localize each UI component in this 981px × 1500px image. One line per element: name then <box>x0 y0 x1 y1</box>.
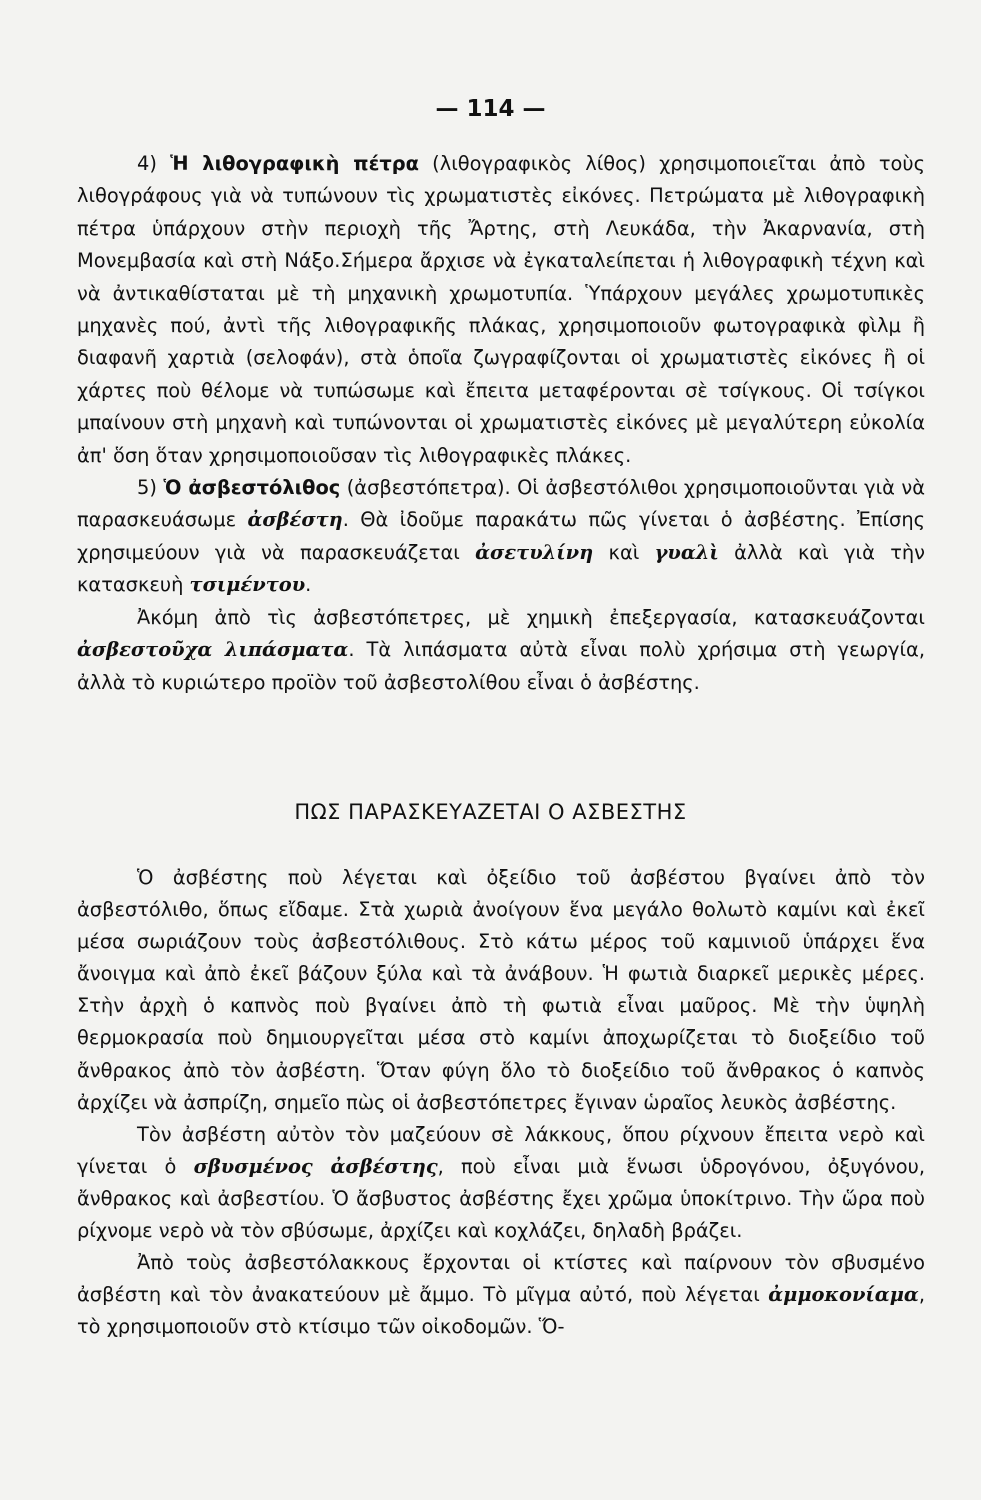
paragraph-text: . Τὰ λιπάσματα αὐτὰ εἶναι πολὺ χρήσιμα στὴ γεωργία, ἀλλὰ τὸ κυριώτερο προϊὸν τοῦ ἀσβεστολίθου εἶναι ὁ ἀσβέστης. <box>77 638 925 694</box>
term-limestone: Ὁ ἀσβεστόλιθος <box>163 476 341 500</box>
item-number: 4) <box>137 152 171 175</box>
paragraph-kiln: Ὁ ἀσβέστης ποὺ λέγεται καὶ ὀξείδιο τοῦ ἀσβέστου βγαίνει ἀπὸ τὸν ἀσβεστόλιθο, ὅπως εἴδαμε. Στὰ χωριὰ ἀνοίγουν ἕνα μεγάλο θολωτὸ καμίνι καὶ ἐκεῖ μέσα σωριάζουν τοὺς ἀσβεστόλιθους. Στὸ κάτω μέρος τοῦ καμινιοῦ ὑπάρχει ἕνα ἄνοιγμα καὶ ἀπὸ ἐκεῖ βάζουν ξύλα καὶ τὰ ἀνάβουν. Ἡ φωτιὰ διαρκεῖ μερικὲς μέρες. Στὴν ἀρχὴ ὁ καπνὸς ποὺ βγαίνει ἀπὸ τὴ φωτιὰ εἶναι μαῦρος. Μὲ τὴν ὑψηλὴ θερμοκρασία ποὺ δημιουργεῖται μέσα στὸ καμίνι ἀποχωρίζεται τὸ διοξείδιο τοῦ ἄνθρακος ἀπὸ τὸν ἀσβέστη. Ὅταν φύγη ὅλο τὸ διοξείδιο τοῦ ἄνθρακος ὁ καπνὸς ἀρχίζει νὰ ἀσπρίζη, σημεῖο πὼς οἱ ἀσβεστόπετρες ἔγιναν ὡραῖος λευκὸς ἀσβέστης. <box>77 866 925 1114</box>
section-heading: ΠΩΣ ΠΑΡΑΣΚΕΥΑΖΕΤΑΙ Ο ΑΣΒΕΣΤΗΣ <box>294 800 687 824</box>
paragraph-limestone <box>77 472 925 602</box>
paragraph-text: Ἀπὸ τοὺς ἀσβεστόλακκους ἔρχονται οἱ κτίστες καὶ παίρνουν τὸν σβυσμένο ἀσβέστη καὶ τὸν ἀνακατεύουν μὲ ἄμμο. Τὸ μῖγμα αὐτό, ποὺ λέγεται <box>77 1251 925 1307</box>
term-glass: γυαλὶ <box>654 540 719 564</box>
term-cement: τσιμέντου <box>189 573 306 597</box>
term-lime: ἀσβέστη <box>247 508 343 532</box>
page-number: — 114 — <box>435 96 546 122</box>
paragraph-text: καὶ <box>593 540 655 564</box>
paragraph-text: . <box>305 573 312 597</box>
item-number: 5) <box>137 476 164 500</box>
term-lime-fertilizers: ἀσβεστοῦχα λιπάσματα <box>77 638 349 662</box>
paragraph-text: (λιθογραφικὸς λίθος) χρησιμοποιεῖται ἀπὸ τοὺς λιθογράφους γιὰ νὰ τυπώνουν τὶς χρωματιστὲς εἰκόνες. Πετρώματα μὲ λιθογραφικὴ πέτρα ὑπάρχουν στὴν περιοχὴ τῆς Ἄρτης, στὴ Λευκάδα, τὴν Ἀκαρνανία, στὴ Μονεμβασία καὶ στὴ Νάξο.Σήμερα ἄρχισε νὰ ἐγκαταλείπεται ἡ λιθογραφικὴ τέχνη καὶ νὰ ἀντικαθίσταται μὲ τὴ μηχανικὴ χρωμοτυπία. Ὑπάρχουν μεγάλες χρωμοτυπικὲς μηχανὲς πού, ἀντὶ τῆς λιθογραφικῆς πλάκας, χρησιμοποιοῦν φωτογραφικὰ φὶλμ ἢ διαφανῆ χαρτιὰ (σελοφάν), στὰ ὁποῖα ζωγραφίζονται οἱ χρωματιστὲς εἰκόνες ἢ οἱ χάρτες ποὺ θέλομε νὰ τυπώσωμε καὶ ἔπειτα μεταφέρονται σὲ τσίγκους. Οἱ τσίγκοι μπαίνουν στὴ μηχανὴ καὶ τυπώνονται οἱ χρωματιστὲς εἰκόνες μὲ μεγαλύτερη εὐκολία ἀπ' ὅση ὅταν χρησιμοποιοῦσαν τὶς λιθογραφικὲς πλάκες. <box>77 152 925 467</box>
term-acetylene: ἀσετυλίνη <box>475 540 594 564</box>
paragraph-text: (ἀσβεστόπετρα). Οἱ ἀσβεστόλιθοι χρησιμοποιοῦνται γιὰ νὰ παρασκευάσωμε <box>77 476 925 532</box>
paragraph-text: ἀλλὰ καὶ γιὰ τὴν κατασκευὴ <box>77 540 925 597</box>
paragraph-text: Ἀκόμη ἀπὸ τὶς ἀσβεστόπετρες, μὲ χημικὴ ἐπεξεργασία, κατασκευάζονται <box>137 605 925 629</box>
term-slaked-lime: σβυσμένος ἀσβέστης <box>193 1154 438 1178</box>
paragraph-lithographic-stone <box>77 148 925 472</box>
paragraph-text: Τὸν ἀσβέστη αὐτὸν τὸν μαζεύουν σὲ λάκκους, ὅπου ρίχνουν ἔπειτα νερὸ καὶ γίνεται ὁ <box>77 1122 925 1178</box>
term-mortar: ἀμμοκονίαμα <box>768 1283 919 1307</box>
paragraph-slaked-lime <box>77 1119 925 1247</box>
section-materials <box>77 148 925 699</box>
paragraph-text: . Θὰ ἰδοῦμε παρακάτω πῶς γίνεται ὁ ἀσβέστης. Ἐπίσης χρησιμεύουν γιὰ νὰ παρασκευάζεται <box>77 508 925 564</box>
paragraph-mortar <box>77 1247 925 1343</box>
paragraph-text: , τὸ χρησιμοποιοῦν στὸ κτίσιμο τῶν οἰκοδομῶν. Ὅ- <box>77 1283 925 1339</box>
section-lime-production <box>77 862 925 1343</box>
paragraph-fertilizers <box>77 602 925 699</box>
paragraph-text: , ποὺ εἶναι μιὰ ἕνωσι ὑδρογόνου, ὀξυγόνου, ἄνθρακος καὶ ἀσβεστίου. Ὁ ἄσβυστος ἀσβέστης ἔχει χρῶμα ὑποκίτρινο. Τὴν ὥρα ποὺ ρίχνομε νερὸ νὰ τὸν σβύσωμε, ἀρχίζει καὶ κοχλάζει, δηλαδὴ βράζει. <box>77 1154 925 1243</box>
term-lithographic-stone: Ἡ λιθογραφικὴ πέτρα <box>170 152 419 175</box>
